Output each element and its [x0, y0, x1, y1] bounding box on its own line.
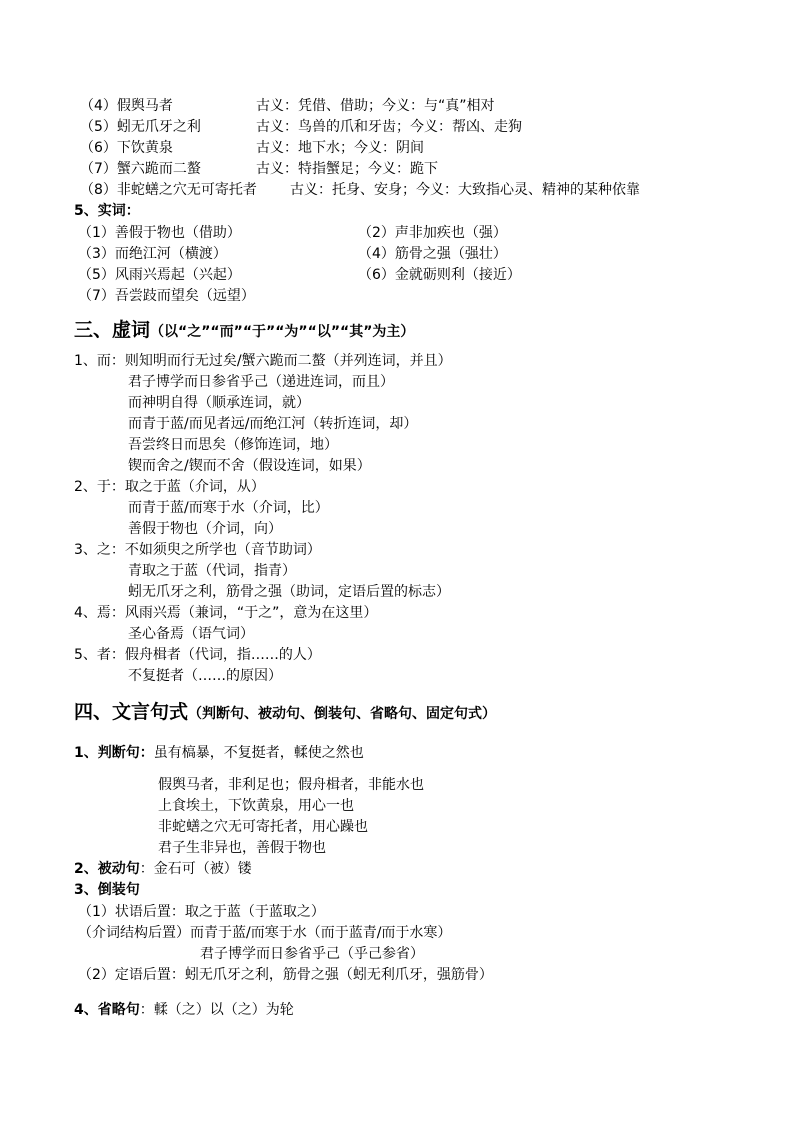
- gujin-gloss: 古义：凭借、借助；今义：与“真”相对: [256, 98, 495, 114]
- xuci-line: 圣心备焉（语气词）: [128, 626, 254, 642]
- xuci-line: 蚓无爪牙之利，筋骨之强（助词，定语后置的标志）: [128, 584, 450, 600]
- xuci-group-yan: 4、焉：风雨兴焉（兼词，“于之”，意为在这里）: [74, 605, 378, 621]
- shici-item-5: （5）风雨兴焉起（兴起）: [78, 267, 241, 283]
- section-heading-xuci: 三、虚词（以“之”“而”“于”“为”“以”“其”为主）: [74, 319, 415, 341]
- section-heading-jushi: 四、文言句式（判断句、被动句、倒装句、省略句、固定句式）: [74, 701, 497, 723]
- xuci-group-er: 1、而：则知明而行无过矣/蟹六跪而二螯（并列连词，并且）: [74, 353, 452, 369]
- gujin-gloss: 古义：鸟兽的爪和牙齿；今义：帮凶、走狗: [256, 119, 522, 135]
- xuci-line: 而神明自得（顺承连词，就）: [128, 395, 310, 411]
- xuci-group-zhe: 5、者：假舟楫者（代词，指……的人）: [74, 647, 321, 663]
- gujin-phrase: （8）非蛇蟮之穴无可寄托者: [80, 182, 257, 198]
- judge-sentence: 君子生非异也，善假于物也: [158, 840, 326, 856]
- shici-item-2: （2）声非加疾也（强）: [358, 225, 507, 241]
- judge-sentence: 上食埃土，下饮黄泉，用心一也: [158, 798, 354, 814]
- xuci-line: 吾尝终日而思矣（修饰连词，地）: [128, 437, 338, 453]
- gujin-phrase: （7）蟹六跪而二螯: [80, 161, 201, 177]
- inversion-heading: 3、倒装句: [74, 882, 140, 898]
- xuci-group-zhi: 3、之：不如须臾之所学也（音节助词）: [74, 542, 321, 558]
- gujin-phrase: （4）假舆马者: [80, 98, 173, 114]
- xuci-group-yu: 2、于：取之于蓝（介词，从）: [74, 479, 265, 495]
- xuci-line: 青取之于蓝（代词，指青）: [128, 563, 296, 579]
- passive-sentence: 2、被动句：金石可（被）镂: [74, 861, 252, 877]
- shici-item-1: （1）善假于物也（借助）: [78, 225, 241, 241]
- shici-item-4: （4）筋骨之强（强壮）: [358, 246, 507, 262]
- inversion-line: （2）定语后置：蚓无爪牙之利，筋骨之强（蚓无利爪牙，强筋骨）: [78, 967, 493, 983]
- shici-item-7: （7）吾尝跂而望矣（远望）: [78, 288, 255, 304]
- inversion-line: （1）状语后置：取之于蓝（于蓝取之）: [78, 904, 325, 920]
- omission-sentence: 4、省略句：輮（之）以（之）为轮: [74, 1002, 294, 1018]
- shici-heading: 5、实词：: [74, 203, 140, 219]
- xuci-line: 君子博学而日参省乎己（递进连词，而且）: [128, 374, 394, 390]
- judge-sentence: 非蛇蟮之穴无可寄托者，用心躁也: [158, 819, 368, 835]
- judge-sentence: 假舆马者，非利足也；假舟楫者，非能水也: [158, 777, 424, 793]
- gujin-gloss: 古义：特指蟹足；今义：跪下: [256, 161, 438, 177]
- xuci-line: 而青于蓝/而见者远/而绝江河（转折连词，却）: [128, 416, 418, 432]
- shici-item-3: （3）而绝江河（横渡）: [78, 246, 227, 262]
- gujin-phrase: （6）下饮黄泉: [80, 140, 173, 156]
- xuci-line: 不复挺者（……的原因）: [128, 668, 282, 684]
- inversion-line: 君子博学而日参省乎己（乎己参省）: [200, 946, 424, 962]
- xuci-line: 锲而舍之/锲而不舍（假设连词，如果）: [128, 458, 371, 474]
- xuci-line: 善假于物也（介词，向）: [128, 521, 282, 537]
- gujin-phrase: （5）蚓无爪牙之利: [80, 119, 201, 135]
- inversion-line: （介词结构后置）而青于蓝/而寒于水（而于蓝青/而于水寒）: [78, 925, 452, 941]
- shici-item-6: （6）金就砺则利（接近）: [358, 267, 521, 283]
- xuci-line: 而青于蓝/而寒于水（介词，比）: [128, 500, 329, 516]
- gujin-gloss: 古义：地下水；今义：阴间: [256, 140, 424, 156]
- gujin-gloss: 古义：托身、安身；今义：大致指心灵、精神的某种依靠: [290, 182, 640, 198]
- judge-sentence-first: 1、判断句：虽有槁暴，不复挺者，輮使之然也: [74, 745, 364, 761]
